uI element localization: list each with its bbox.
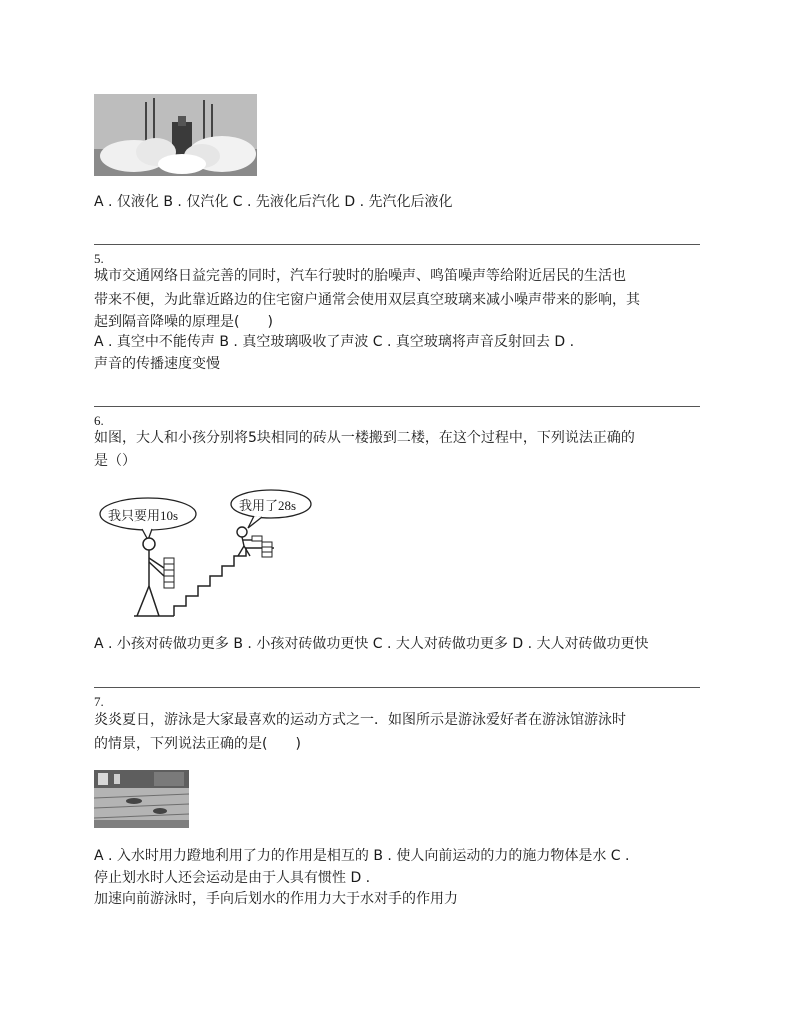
q5-option-line: 声音的传播速度变慢 <box>94 356 220 372</box>
question-number: 5. <box>94 251 104 266</box>
q4-options: A . 仅液化 B . 仅汽化 C . 先液化后汽化 D . 先汽化后液化 <box>94 194 453 210</box>
q5-stem-line: 城市交通网络日益完善的同时，汽车行驶时的胎噪声、鸣笛噪声等给附近居民的生活也 <box>94 268 626 284</box>
divider <box>94 406 700 407</box>
q6-options: A . 小孩对砖做功更多 B . 小孩对砖做功更快 C . 大人对砖做功更多 D . 大人对砖做功更快 <box>94 636 649 652</box>
swimming-pool-photo <box>94 770 189 828</box>
divider <box>94 244 700 245</box>
rocket-launch-photo <box>94 94 257 176</box>
q5-stem-line: 带来不便，为此靠近路边的住宅窗户通常会使用双层真空玻璃来减小噪声带来的影响，其 <box>94 292 640 308</box>
q7-option-line: A . 入水时用力蹬地利用了力的作用是相互的 B . 使人向前运动的力的施力物体是水 C . <box>94 848 630 864</box>
q7-option-line: 停止划水时人还会运动是由于人具有惯性 D . <box>94 870 371 886</box>
q7-option-line: 加速向前游泳时，手向后划水的作用力大于水对手的作用力 <box>94 891 458 907</box>
speech-text-child: 我用了28s <box>239 498 297 513</box>
q7-stem-line: 的情景，下列说法正确的是( ) <box>94 736 301 752</box>
stairs-illustration <box>94 486 334 621</box>
question-number: 7. <box>94 694 104 709</box>
speech-text-adult: 我只要用10s <box>108 508 179 523</box>
q5-option-line: A . 真空中不能传声 B . 真空玻璃吸收了声波 C . 真空玻璃将声音反射回去 D . <box>94 334 575 350</box>
divider <box>94 687 700 688</box>
q6-stem-line: 是（） <box>94 453 136 469</box>
q7-stem-line: 炎炎夏日，游泳是大家最喜欢的运动方式之一．如图所示是游泳爱好者在游泳馆游泳时 <box>94 712 626 728</box>
q5-stem-line: 起到隔音降噪的原理是( ) <box>94 314 273 330</box>
q6-stem-line: 如图，大人和小孩分别将5块相同的砖从一楼搬到二楼，在这个过程中，下列说法正确的 <box>94 430 635 446</box>
question-number: 6. <box>94 413 104 428</box>
